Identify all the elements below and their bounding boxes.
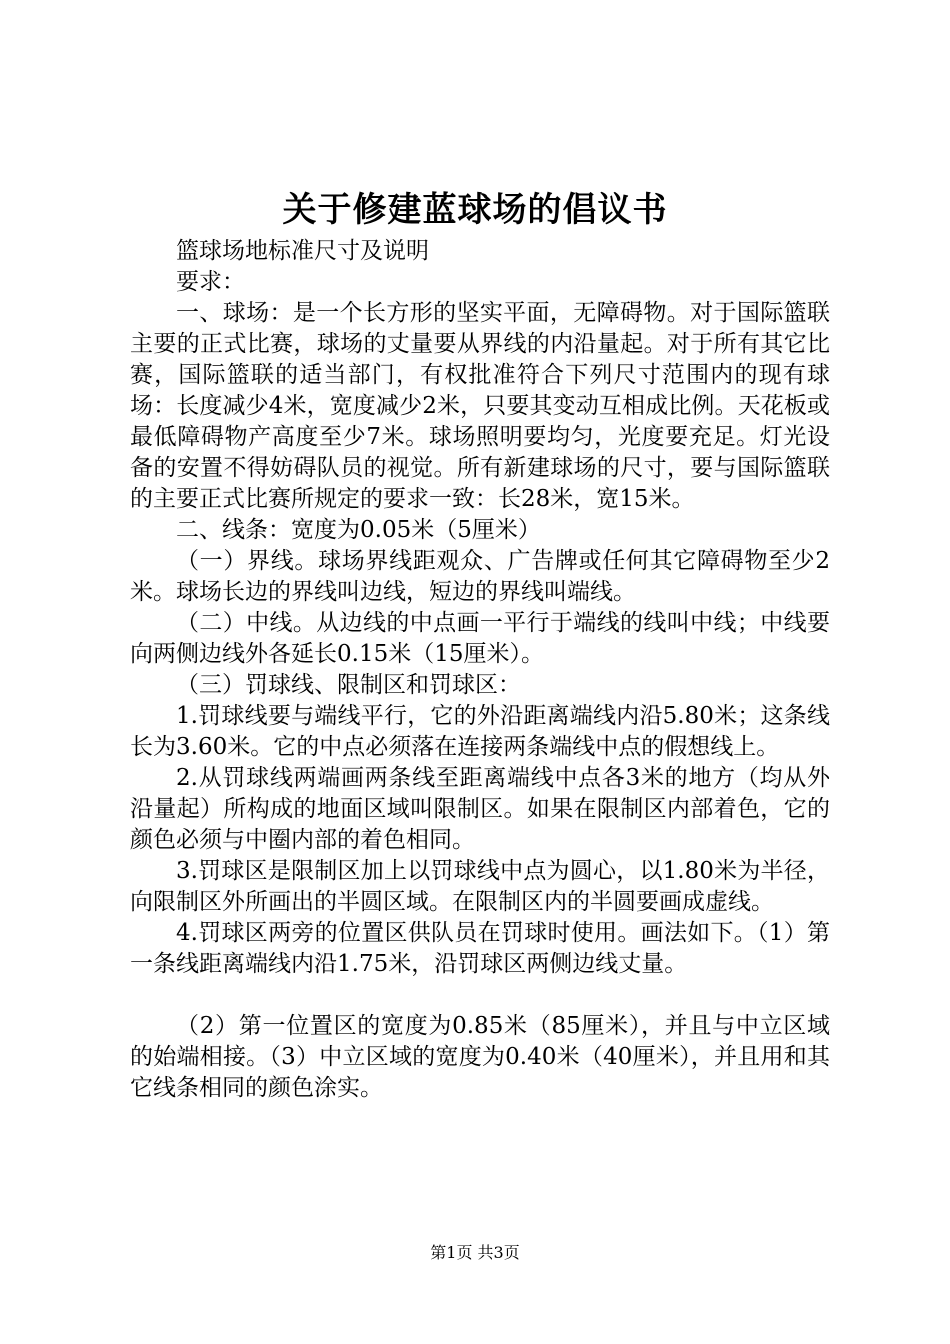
paragraph-free-throw-area: 3.罚球区是限制区加上以罚球线中点为圆心，以1.80米为半径，向限制区外所画出的半圆区域。在限制区内的半圆要画成虚线。	[130, 858, 830, 915]
page-footer: 第1页 共3页	[430, 1243, 520, 1262]
document-body	[130, 236, 830, 1104]
paragraph-gap	[130, 980, 830, 1011]
paragraph-free-throw-line: 1.罚球线要与端线平行，它的外沿距离端线内沿5.80米；这条线长为3.60米。它的中点必须落在连接两条端线中点的假想线上。	[130, 703, 830, 760]
paragraph-position-widths: （2）第一位置区的宽度为0.85米（85厘米），并且与中立区域的始端相接。（3）中立区域的宽度为0.40米（40厘米），并且用和其它线条相同的颜色涂实。	[130, 1013, 830, 1101]
paragraph-position-areas: 4.罚球区两旁的位置区供队员在罚球时使用。画法如下。（1）第一条线距离端线内沿1.75米，沿罚球区两侧边线丈量。	[130, 920, 830, 977]
paragraph-subtitle: 篮球场地标准尺寸及说明	[176, 238, 429, 264]
paragraph-center-line: （二）中线。从边线的中点画一平行于端线的线叫中线；中线要向两侧边线外各延长0.15米（15厘米）。	[130, 610, 830, 667]
paragraph-court: 一、球场：是一个长方形的坚实平面，无障碍物。对于国际篮联主要的正式比赛，球场的丈量要从界线的内沿量起。对于所有其它比赛，国际篮联的适当部门，有权批准符合下列尺寸范围内的现有球场：长度减少4米，宽度减少2米，只要其变动互相成比例。天花板或最低障碍物产高度至少7米。球场照明要均匀，光度要充足。灯光设备的安置不得妨碍队员的视觉。所有新建球场的尺寸，要与国际篮联的主要正式比赛所规定的要求一致：长28米，宽15米。	[130, 300, 830, 512]
paragraph-free-throw-heading: （三）罚球线、限制区和罚球区：	[176, 672, 521, 698]
document-title: 关于修建蓝球场的倡议书	[282, 190, 668, 230]
paragraph-boundary-lines: （一）界线。球场界线距观众、广告牌或任何其它障碍物至少2米。球场长边的界线叫边线，短边的界线叫端线。	[130, 548, 830, 605]
paragraph-requirements-heading: 要求：	[176, 269, 245, 295]
paragraph-lines: 二、线条：宽度为0.05米（5厘米）	[176, 517, 541, 543]
paragraph-restricted-area: 2.从罚球线两端画两条线至距离端线中点各3米的地方（均从外沿量起）所构成的地面区域叫限制区。如果在限制区内部着色，它的颜色必须与中圈内部的着色相同。	[130, 765, 830, 853]
